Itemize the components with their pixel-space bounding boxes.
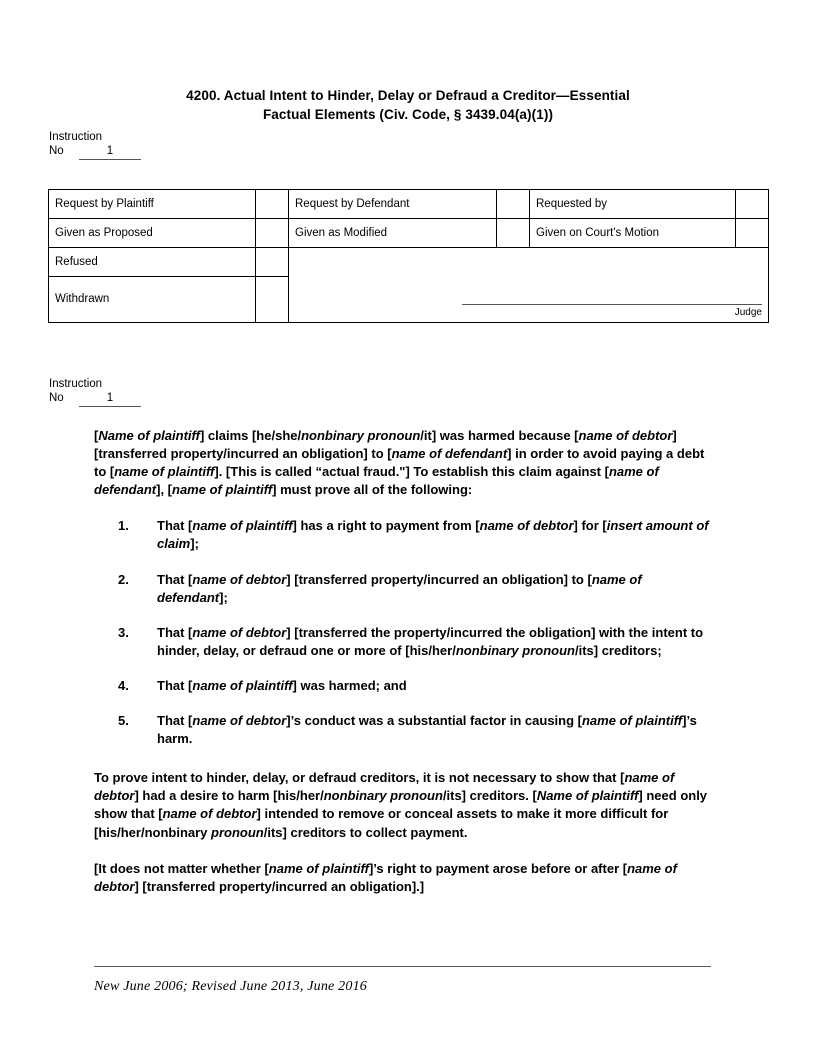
- text-run: That [: [157, 518, 193, 534]
- text-run: ] was harmed; and: [292, 677, 407, 693]
- text-run: That [: [157, 624, 193, 640]
- text-run: That [: [157, 713, 193, 729]
- list-item: [94, 517, 711, 553]
- text-run: ] [transferred property/incurred an obligation].]: [134, 878, 425, 894]
- placeholder-name-of-debtor: name of debtor: [94, 860, 677, 894]
- cell-request-by-plaintiff: Request by Plaintiff: [49, 190, 256, 219]
- table-row: [49, 248, 769, 277]
- list-item: [94, 571, 711, 607]
- text-run: ]. [This is called “actual fraud."] To establish this claim against [: [214, 464, 609, 480]
- checkbox-withdrawn[interactable]: [256, 277, 289, 323]
- footer-divider: [94, 966, 711, 967]
- instruction-no-label: No: [49, 392, 64, 404]
- text-run: ] has a right to payment from [: [292, 518, 480, 534]
- placeholder-name-of-debtor: name of debtor: [192, 713, 287, 729]
- placeholder-name-of-debtor: name of debtor: [578, 428, 673, 443]
- text-run: ]’s conduct was a substantial factor in causing [: [286, 713, 582, 729]
- placeholder-nonbinary-pronoun: nonbinary pronoun: [301, 428, 421, 443]
- essential-elements-list: [94, 517, 711, 748]
- placeholder-name-of-defendant: name of defendant: [391, 446, 508, 462]
- page-title-line-1: 4200. Actual Intent to Hinder, Delay or Defraud a Creditor—Essential: [186, 88, 630, 103]
- placeholder-name-of-debtor: name of debtor: [192, 624, 287, 640]
- placeholder-name-of-plaintiff: name of plaintiff: [581, 713, 683, 729]
- page-title: [108, 86, 708, 124]
- checkbox-requested-by[interactable]: [736, 190, 769, 219]
- list-item-number: 5.: [118, 713, 129, 729]
- text-run: /its] creditors. [: [442, 788, 537, 804]
- list-item-number: 3.: [118, 624, 129, 640]
- signature-cell: [289, 248, 769, 323]
- placeholder-name-of-debtor: name of debtor: [192, 571, 287, 587]
- instruction-status-table: [48, 189, 769, 323]
- text-run: ]’s harm.: [157, 713, 697, 747]
- checkbox-given-on-courts-motion[interactable]: [736, 219, 769, 248]
- list-item-number: 1.: [118, 518, 129, 534]
- checkbox-request-by-plaintiff[interactable]: [256, 190, 289, 219]
- instruction-no-label: No: [49, 145, 64, 157]
- cell-given-as-modified: Given as Modified: [289, 219, 497, 248]
- intro-paragraph: [94, 427, 711, 499]
- placeholder-name-of-debtor: name of debtor: [94, 770, 675, 804]
- text-run: That [: [157, 677, 193, 693]
- table-row: [49, 190, 769, 219]
- text-run: ] need only show that [: [94, 788, 708, 822]
- text-run: /its] creditors;: [574, 642, 662, 658]
- page-title-line-2: Factual Elements (Civ. Code, § 3439.04(a)(1)): [262, 107, 554, 122]
- placeholder-name-of-defendant: name of defendant: [157, 571, 642, 605]
- closing-paragraph-2: [94, 860, 711, 896]
- placeholder-name-of-plaintiff: Name of plaintiff: [536, 788, 639, 804]
- text-run: [: [94, 428, 99, 443]
- instruction-number-block-middle: [49, 377, 141, 407]
- signature-label: Judge: [734, 307, 762, 318]
- list-item-number: 4.: [118, 677, 129, 693]
- checkbox-given-as-proposed[interactable]: [256, 219, 289, 248]
- cell-given-as-proposed: Given as Proposed: [49, 219, 256, 248]
- text-run: /its] creditors to collect payment.: [263, 824, 468, 840]
- list-item: [94, 624, 711, 660]
- checkbox-request-by-defendant[interactable]: [497, 190, 530, 219]
- placeholder-name-of-plaintiff: name of plaintiff: [114, 464, 215, 480]
- placeholder-name-of-plaintiff: name of plaintiff: [192, 677, 293, 693]
- signature-area: [462, 303, 762, 319]
- instruction-label: Instruction: [49, 131, 103, 143]
- checkbox-given-as-modified[interactable]: [497, 219, 530, 248]
- checkbox-refused[interactable]: [256, 248, 289, 277]
- placeholder-name-of-plaintiff: name of plaintiff: [172, 482, 273, 498]
- text-run: ] must prove all of the following:: [272, 482, 473, 498]
- instruction-number-field[interactable]: 1: [79, 144, 141, 160]
- text-run: ] intended to remove or conceal assets to make it more difficult for [his/her/nonbinary: [94, 806, 669, 840]
- cell-request-by-defendant: Request by Defendant: [289, 190, 497, 219]
- cell-withdrawn: Withdrawn: [49, 277, 256, 323]
- text-run: ] claims [he/she/: [199, 428, 302, 443]
- placeholder-insert-amount-of-claim: insert amount of claim: [157, 518, 709, 552]
- placeholder-nonbinary-pronoun: nonbinary pronoun: [323, 788, 443, 804]
- text-run: ];: [219, 589, 228, 605]
- instruction-body: [94, 427, 711, 896]
- text-run: ]’s right to payment arose before or after [: [368, 860, 628, 876]
- cell-requested-by: Requested by: [530, 190, 736, 219]
- text-run: ] for [: [573, 518, 607, 534]
- instruction-number-block-top: [49, 130, 141, 160]
- placeholder-name-of-debtor: name of debtor: [479, 518, 574, 534]
- list-item: [94, 677, 711, 695]
- text-run: That [: [157, 571, 193, 587]
- cell-given-on-courts-motion: Given on Court's Motion: [530, 219, 736, 248]
- list-item: [94, 712, 711, 748]
- text-run: ];: [190, 536, 199, 552]
- text-run: /it] was harmed because [: [420, 428, 579, 443]
- text-run: ] [transferred the property/incurred the obligation] with the intent to hinder, delay, or defraud one or more of [his/her/: [157, 624, 704, 658]
- instruction-label: Instruction: [49, 378, 103, 390]
- text-run: To prove intent to hinder, delay, or defraud creditors, it is not necessary to show that [: [94, 770, 625, 786]
- cell-refused: Refused: [49, 248, 256, 277]
- list-item-number: 2.: [118, 571, 129, 587]
- text-run: ] in order to avoid paying a debt to [: [94, 446, 705, 480]
- revision-history: New June 2006; Revised June 2013, June 2016: [94, 979, 367, 994]
- placeholder-nonbinary-pronoun: nonbinary pronoun: [455, 642, 575, 658]
- closing-paragraph-1: [94, 769, 711, 841]
- text-run: ] [transferred property/incurred an obligation] to [: [286, 571, 592, 587]
- table-row: [49, 219, 769, 248]
- placeholder-name-of-defendant: name of defendant: [94, 464, 659, 498]
- text-run: ] had a desire to harm [his/her/: [134, 788, 324, 804]
- text-run: ], [: [156, 482, 173, 498]
- placeholder-name-of-plaintiff: name of plaintiff: [268, 860, 369, 876]
- placeholder-name-of-debtor: name of debtor: [162, 806, 257, 822]
- placeholder-pronoun: pronoun: [211, 824, 264, 840]
- text-run: ] [transferred property/incurred an obligation] to [: [94, 428, 677, 462]
- instruction-number-field[interactable]: 1: [79, 391, 141, 407]
- placeholder-name-of-plaintiff: name of plaintiff: [192, 518, 293, 534]
- placeholder-name-of-plaintiff: Name of plaintiff: [98, 428, 200, 443]
- text-run: [It does not matter whether [: [94, 860, 269, 876]
